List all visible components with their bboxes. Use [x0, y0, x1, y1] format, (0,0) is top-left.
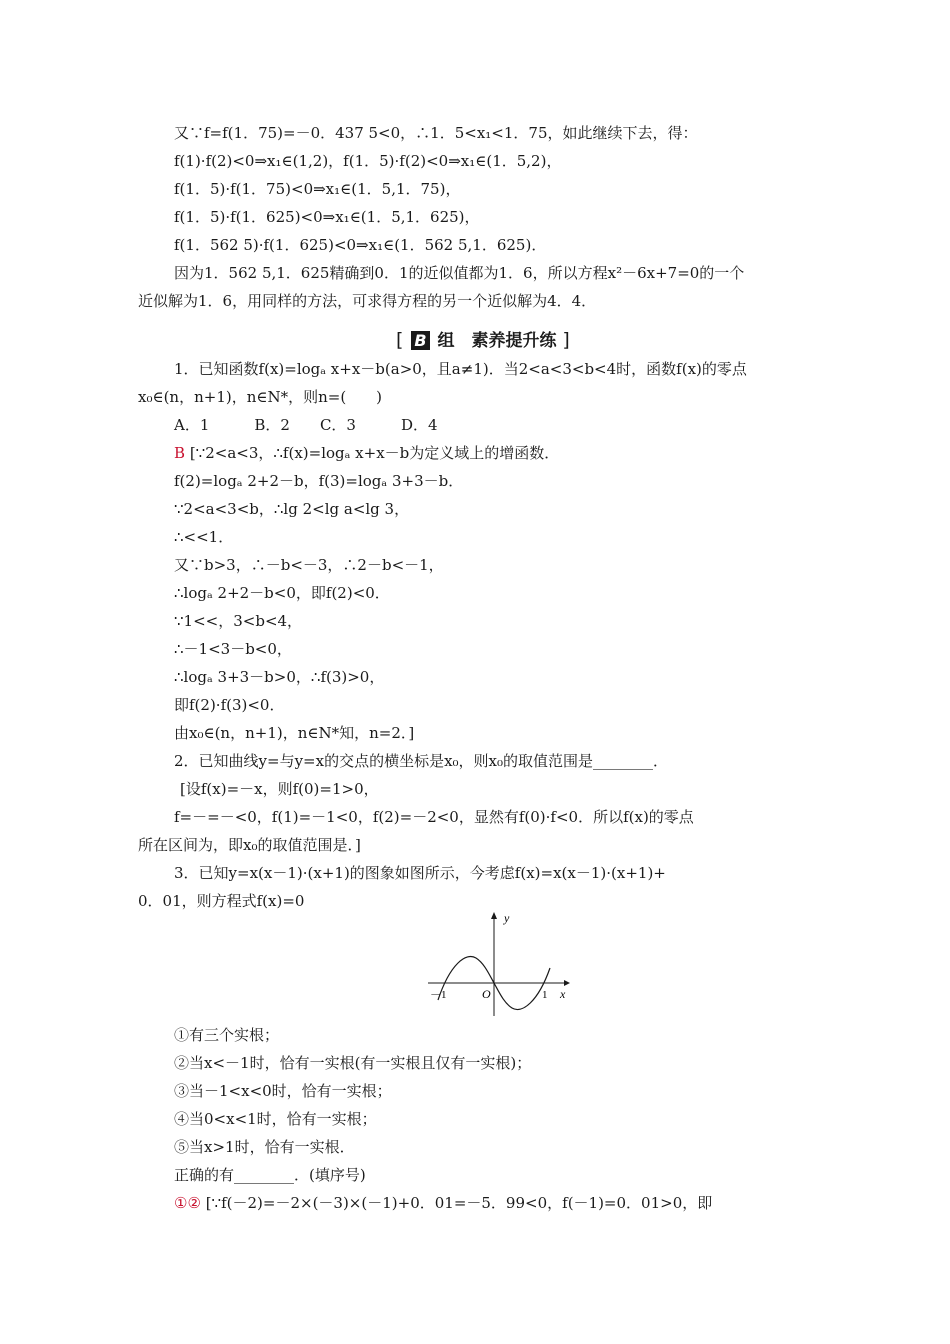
text-line: f(1．562 5)·f(1．625)<0⇒x₁∈(1．562 5,1．625)．	[174, 236, 547, 254]
q3-item: ④当0<x<1时，恰有一实根；	[174, 1110, 377, 1128]
q3-line1: 3．已知y=x(x－1)·(x+1)的图象如图所示，今考虑f(x)=x(x－1)·(x+1)+	[174, 864, 666, 882]
text-line: 又∵f=f(1．75)=－0．437 5<0，∴1．5<x₁<1．75，如此继续下去，得：	[174, 124, 698, 142]
cubic-graph	[424, 912, 570, 1018]
q1-answer: B	[174, 444, 186, 462]
x-axis-label: x	[560, 987, 566, 1001]
text-line: 因为1．562 5,1．625精确到0．1的近似值都为1．6，所以方程x²－6x+7=0的一个	[174, 264, 745, 282]
q3-solution-text: [∵f(－2)=－2×(－3)×(－1)+0．01=－5．99<0，f(－1)=0．01>0，即	[205, 1194, 713, 1212]
q2-solution-line: [设f(x)=－x，则f(0)=1>0，	[180, 780, 379, 798]
q3-solution-line	[174, 1192, 712, 1214]
header-title: 组 素养提升练	[437, 331, 557, 351]
q1-solution-text: [∵2<a<3，∴f(x)=logₐ x+x－b为定义域上的增函数．	[189, 444, 560, 462]
q1-solution-line: 即f(2)·f(3)<0．	[174, 696, 285, 714]
q1-solution-line: ∵1<<，3<b<4，	[174, 612, 303, 630]
header-open-bracket: [	[396, 329, 404, 351]
header-badge: B	[411, 331, 429, 350]
q3-item: ⑤当x>1时，恰有一实根．	[174, 1138, 355, 1156]
q1-solution-line: ∴<<1．	[174, 528, 234, 546]
text-line: f(1．5)·f(1．75)<0⇒x₁∈(1．5,1．75)，	[174, 180, 461, 198]
q3-answer: ①②	[174, 1194, 201, 1212]
text-line: 近似解为1．6，用同样的方法，可求得方程的另一个近似解为4．4．	[138, 292, 597, 310]
header-close-bracket: ]	[562, 329, 570, 351]
q1-options: A．1 B．2 C．3 D．4	[174, 416, 438, 434]
q1-solution-line: ∴logₐ 3+3－b>0，∴f(3)>0，	[174, 668, 385, 686]
origin-label: O	[482, 987, 491, 1001]
tick-label-one: 1	[542, 989, 548, 1001]
q1-solution-line: ∴－1<3－b<0，	[174, 640, 292, 658]
q1-line2: x₀∈(n，n+1)，n∈N*，则n=( )	[138, 388, 383, 406]
q2-solution-line: f=－=－<0，f(1)=－1<0，f(2)=－2<0，显然有f(0)·f<0．所以f(x)的零点	[174, 808, 694, 826]
y-axis-label: y	[504, 912, 510, 925]
q1-solution-line: 由x₀∈(n，n+1)，n∈N*知，n=2．]	[174, 724, 415, 742]
q1-solution-line: ∴logₐ 2+2－b<0，即f(2)<0．	[174, 584, 390, 602]
q3-item: ③当－1<x<0时，恰有一实根；	[174, 1082, 392, 1100]
text-line: f(1．5)·f(1．625)<0⇒x₁∈(1．5,1．625)，	[174, 208, 480, 226]
q1-solution-line: f(2)=logₐ 2+2－b，f(3)=logₐ 3+3－b．	[174, 472, 464, 490]
q1-solution-line	[174, 442, 559, 464]
section-header	[396, 326, 570, 351]
q2-line1: 2．已知曲线y=与y=x的交点的横坐标是x₀，则x₀的取值范围是________．	[174, 752, 669, 770]
tick-label-neg-one: －1	[430, 989, 447, 1001]
x-axis-arrow	[564, 980, 570, 986]
q1-solution-line: ∵2<a<3<b，∴lg 2<lg a<lg 3，	[174, 500, 410, 518]
q3-line2: 0．01，则方程式f(x)=0	[138, 892, 305, 910]
q1-line1: 1．已知函数f(x)=logₐ x+x－b(a>0，且a≠1)．当2<a<3<b<4时，函数f(x)的零点	[174, 360, 747, 378]
q2-solution-line: 所在区间为，即x₀的取值范围是．]	[138, 836, 361, 854]
q3-item: ①有三个实根；	[174, 1026, 280, 1044]
q3-item: ②当x<－1时，恰有一实根(有一实根且仅有一实根)；	[174, 1054, 532, 1072]
q3-prompt: 正确的有________．(填序号)	[174, 1166, 366, 1184]
y-axis-arrow	[491, 912, 497, 919]
q1-solution-line: 又∵b>3，∴－b<－3，∴2－b<－1，	[174, 556, 444, 574]
text-line: f(1)·f(2)<0⇒x₁∈(1,2)，f(1．5)·f(2)<0⇒x₁∈(1．5,2)，	[174, 152, 562, 170]
